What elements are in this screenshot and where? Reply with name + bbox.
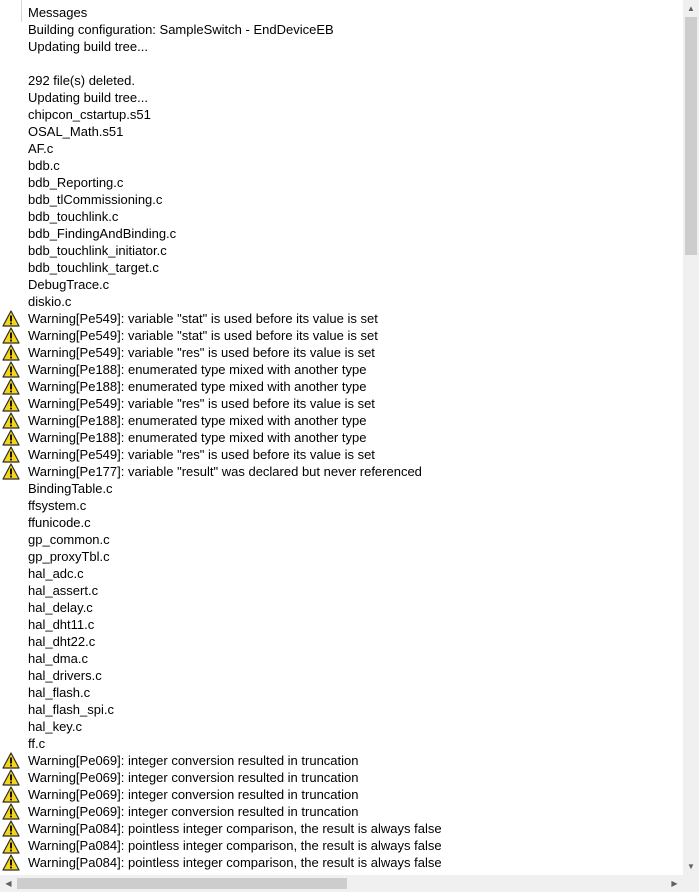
message-text: hal_dht11.c [28,617,95,632]
message-row[interactable] [0,106,683,123]
warning-message-row[interactable] [0,361,683,378]
warning-icon [2,854,20,871]
message-row[interactable] [0,701,683,718]
warning-message-row[interactable] [0,310,683,327]
message-text: gp_common.c [28,532,110,547]
message-text: BindingTable.c [28,481,113,496]
message-row[interactable] [0,140,683,157]
message-row[interactable] [0,599,683,616]
message-text: Warning[Pe069]: integer conversion resulted in truncation [28,804,359,819]
arrow-up-icon[interactable]: ▲ [687,4,695,13]
warning-icon [2,327,20,344]
message-text: hal_key.c [28,719,82,734]
message-row[interactable] [0,650,683,667]
message-row[interactable] [0,497,683,514]
message-row[interactable] [0,55,683,72]
warning-icon [2,378,20,395]
message-list[interactable] [0,4,683,875]
message-text: hal_dht22.c [28,634,96,649]
warning-message-row[interactable] [0,803,683,820]
message-row[interactable] [0,565,683,582]
message-text: hal_delay.c [28,600,93,615]
message-text: diskio.c [28,294,72,309]
warning-message-row[interactable] [0,854,683,871]
message-text: Warning[Pa084]: pointless integer comparison, the result is always false [28,855,442,870]
warning-icon [2,837,20,854]
message-text: hal_drivers.c [28,668,102,683]
message-text: Warning[Pa084]: pointless integer comparison, the result is always false [28,838,442,853]
message-text: Warning[Pe177]: variable "result" was declared but never referenced [28,464,422,479]
message-row[interactable] [0,667,683,684]
message-text: Updating build tree... [28,90,148,105]
warning-icon [2,361,20,378]
message-text: bdb_touchlink_initiator.c [28,243,167,258]
warning-message-row[interactable] [0,837,683,854]
message-row[interactable] [0,582,683,599]
message-row[interactable] [0,174,683,191]
message-row[interactable] [0,259,683,276]
message-row[interactable] [0,89,683,106]
horizontal-scrollbar[interactable] [0,875,683,892]
message-text: hal_assert.c [28,583,99,598]
message-row[interactable] [0,480,683,497]
message-row[interactable] [0,21,683,38]
warning-message-row[interactable] [0,412,683,429]
message-text: 292 file(s) deleted. [28,73,135,88]
message-text: bdb_Reporting.c [28,175,124,190]
warning-icon [2,310,20,327]
message-text: bdb_touchlink.c [28,209,119,224]
scrollbar-corner [683,875,699,892]
message-text: Warning[Pe188]: enumerated type mixed with another type [28,430,367,445]
message-row[interactable] [0,616,683,633]
message-text: hal_dma.c [28,651,88,666]
message-text: ffsystem.c [28,498,87,513]
warning-icon [2,429,20,446]
message-text: Warning[Pe549]: variable "stat" is used before its value is set [28,328,378,343]
message-text: ffunicode.c [28,515,91,530]
message-text: bdb.c [28,158,60,173]
message-row[interactable] [0,718,683,735]
warning-message-row[interactable] [0,429,683,446]
message-row[interactable] [0,531,683,548]
message-row[interactable] [0,242,683,259]
message-text: Warning[Pe069]: integer conversion resulted in truncation [28,787,359,802]
arrow-left-icon[interactable]: ◀ [5,879,12,888]
message-text: Building configuration: SampleSwitch - EndDeviceEB [28,22,334,37]
message-text: Warning[Pe549]: variable "res" is used before its value is set [28,396,375,411]
warning-message-row[interactable] [0,344,683,361]
warning-message-row[interactable] [0,786,683,803]
message-text: OSAL_Math.s51 [28,124,124,139]
message-row[interactable] [0,684,683,701]
message-text: Warning[Pe188]: enumerated type mixed with another type [28,379,367,394]
message-row[interactable] [0,123,683,140]
warning-icon [2,786,20,803]
warning-message-row[interactable] [0,446,683,463]
message-row[interactable] [0,225,683,242]
arrow-right-icon[interactable]: ▶ [671,879,678,888]
warning-icon [2,769,20,786]
message-row[interactable] [0,38,683,55]
warning-message-row[interactable] [0,752,683,769]
warning-icon [2,344,20,361]
message-text: Warning[Pe549]: variable "stat" is used before its value is set [28,311,378,326]
message-row[interactable] [0,514,683,531]
message-text: Warning[Pe188]: enumerated type mixed with another type [28,362,367,377]
message-text: Warning[Pe069]: integer conversion resulted in truncation [28,770,359,785]
warning-icon [2,395,20,412]
message-row[interactable] [0,157,683,174]
message-text: hal_adc.c [28,566,84,581]
warning-message-row[interactable] [0,820,683,837]
message-text: ff.c [28,736,46,751]
message-text: hal_flash.c [28,685,91,700]
message-text: Warning[Pe069]: integer conversion resulted in truncation [28,753,359,768]
message-text: hal_flash_spi.c [28,702,114,717]
warning-message-row[interactable] [0,378,683,395]
message-text: AF.c [28,141,54,156]
message-text: Warning[Pe188]: enumerated type mixed with another type [28,413,367,428]
message-row[interactable] [0,191,683,208]
message-row[interactable] [0,72,683,89]
message-text: Warning[Pe549]: variable "res" is used before its value is set [28,447,375,462]
warning-icon [2,820,20,837]
warning-message-row[interactable] [0,463,683,480]
arrow-down-icon[interactable]: ▼ [687,862,695,871]
warning-icon [2,412,20,429]
vertical-scrollbar[interactable] [683,0,699,875]
warning-icon [2,463,20,480]
horizontal-scroll-thumb[interactable] [17,878,347,889]
warning-message-row[interactable] [0,327,683,344]
warning-message-row[interactable] [0,769,683,786]
message-text: Updating build tree... [28,39,148,54]
message-row[interactable] [0,276,683,293]
message-text: bdb_touchlink_target.c [28,260,159,275]
messages-header-label: Messages [28,5,88,20]
message-text: chipcon_cstartup.s51 [28,107,151,122]
message-row[interactable] [0,208,683,225]
message-row[interactable] [0,548,683,565]
message-text: Warning[Pa084]: pointless integer comparison, the result is always false [28,821,442,836]
warning-icon [2,752,20,769]
message-row[interactable] [0,735,683,752]
message-text: DebugTrace.c [28,277,110,292]
warning-message-row[interactable] [0,395,683,412]
message-row[interactable] [0,293,683,310]
message-text: Warning[Pe549]: variable "res" is used before its value is set [28,345,375,360]
warning-icon [2,803,20,820]
message-text: bdb_FindingAndBinding.c [28,226,177,241]
messages-header [0,4,683,21]
warning-icon [2,446,20,463]
vertical-scroll-thumb[interactable] [685,17,697,255]
message-row[interactable] [0,633,683,650]
message-text: bdb_tlCommissioning.c [28,192,163,207]
message-text: gp_proxyTbl.c [28,549,110,564]
